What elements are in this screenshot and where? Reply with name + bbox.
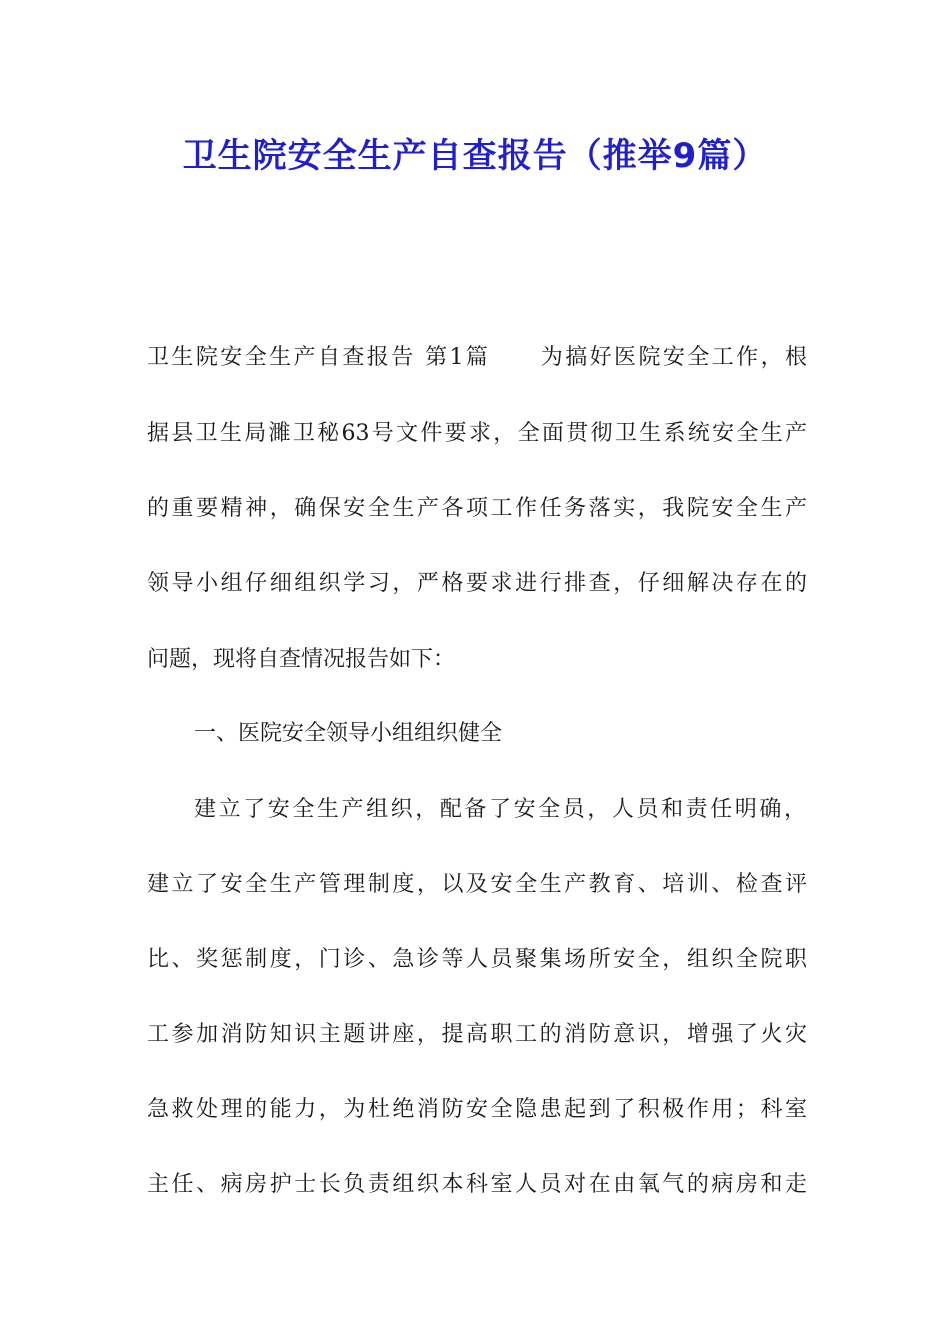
paragraph-line: 据县卫生局濉卫秘63号文件要求，全面贯彻卫生系统安全生产 xyxy=(147,421,807,446)
paragraph-text: 为搞好医院安全工作，根 xyxy=(538,345,807,370)
paragraph-line: 的重要精神，确保安全生产各项工作任务落实，我院安全生产 xyxy=(147,496,807,521)
paragraph-line: 建立了安全生产组织，配备了安全员，人员和责任明确， xyxy=(194,797,806,822)
paragraph-line: 建立了安全生产管理制度，以及安全生产教育、培训、检查评 xyxy=(147,872,807,897)
paragraph-line: 比、奖惩制度，门诊、急诊等人员聚集场所安全，组织全院职 xyxy=(147,947,807,972)
paragraph-line: 工参加消防知识主题讲座，提高职工的消防意识，增强了火灾 xyxy=(147,1022,807,1047)
paragraph-line: 急救处理的能力，为杜绝消防安全隐患起到了积极作用；科室 xyxy=(147,1097,807,1122)
first-line xyxy=(147,343,807,373)
paragraph-line: 问题，现将自查情况报告如下： xyxy=(147,647,456,672)
paragraph-line: 领导小组仔细组织学习，严格要求进行排查，仔细解决存在的 xyxy=(147,571,807,596)
section-heading: 一、医院安全领导小组组织健全 xyxy=(194,721,503,746)
paragraph-line: 主任、病房护士长负责组织本科室人员对在由氧气的病房和走 xyxy=(147,1172,807,1197)
article-heading: 卫生院安全生产自查报告 第1篇 xyxy=(147,345,491,370)
document-title: 卫生院安全生产自查报告（推举9篇） xyxy=(182,136,768,176)
